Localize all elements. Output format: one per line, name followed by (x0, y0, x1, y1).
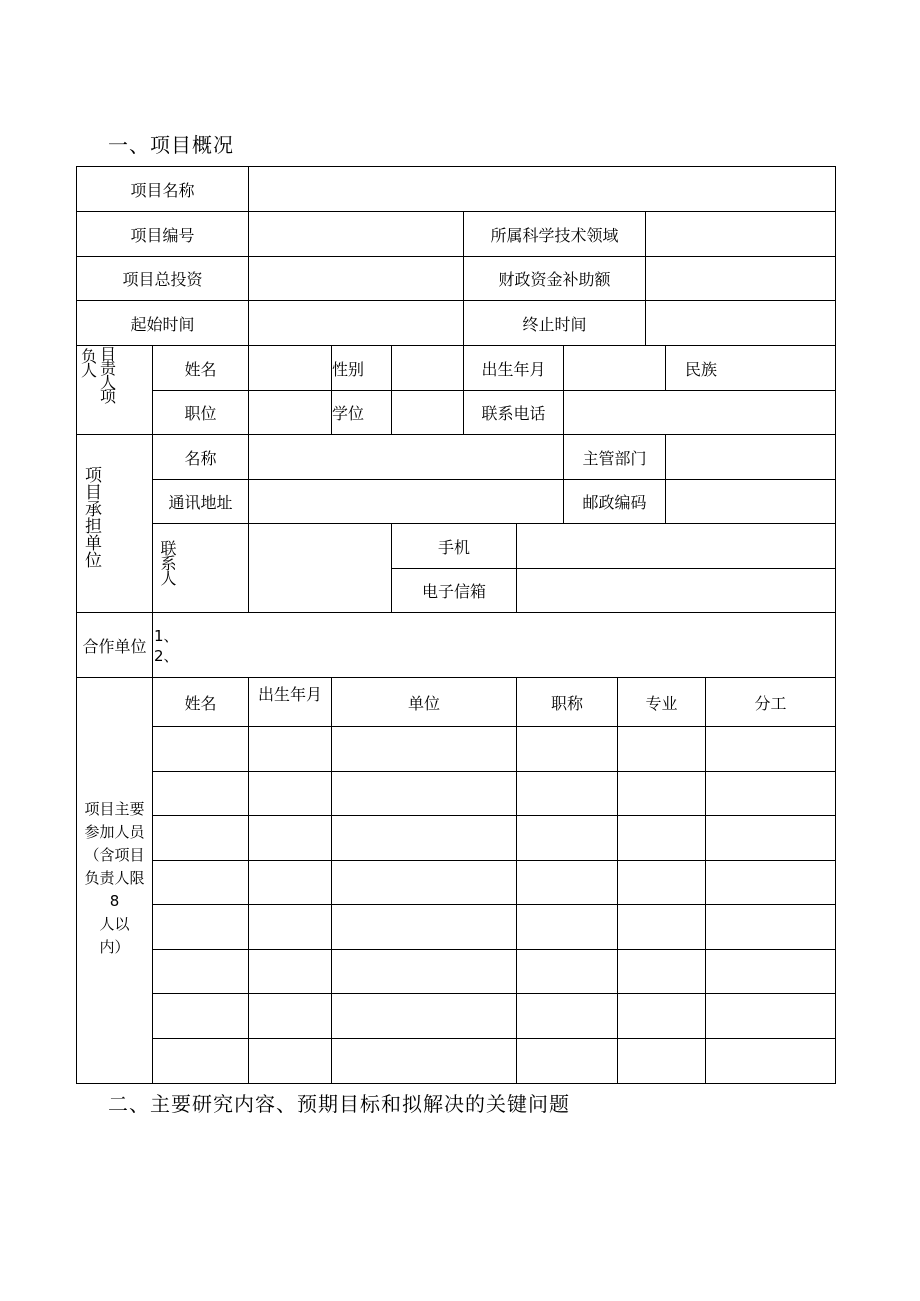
science-field-input[interactable] (646, 212, 835, 256)
coop-lines[interactable] (154, 626, 179, 666)
members-header-birth: 出生年月 (257, 684, 322, 704)
total-investment-label: 项目总投资 (122, 270, 203, 289)
fiscal-subsidy-input[interactable] (646, 257, 835, 300)
member-row[interactable] (153, 950, 835, 993)
leader-name-label: 姓名 (184, 359, 217, 379)
leader-ethnicity-input[interactable] (736, 346, 835, 390)
unit-dept-input[interactable] (666, 435, 835, 479)
member-row[interactable] (153, 1039, 835, 1083)
leader-degree-input[interactable] (392, 391, 463, 434)
member-row[interactable] (153, 727, 835, 771)
leader-phone-input[interactable] (564, 391, 835, 434)
members-group-label (77, 798, 152, 959)
project-number-label: 项目编号 (130, 225, 195, 245)
project-name-input[interactable] (249, 167, 835, 211)
members-label-line-3: （含项目 (84, 846, 145, 864)
leader-position-label: 职位 (184, 404, 217, 423)
leader-gender-label: 性别 (332, 359, 365, 379)
leader-birth-input[interactable] (564, 346, 665, 390)
member-row[interactable] (153, 772, 835, 815)
fiscal-subsidy-label: 财政资金补助额 (498, 270, 611, 289)
unit-postcode-input[interactable] (666, 480, 835, 523)
leader-gender-input[interactable] (392, 346, 463, 390)
unit-name-label: 名称 (184, 448, 217, 468)
unit-email-input[interactable] (517, 569, 835, 612)
unit-mobile-input[interactable] (517, 524, 835, 568)
science-field-label: 所属科学技术领域 (490, 225, 619, 245)
unit-name-input[interactable] (249, 435, 563, 479)
leader-name-input[interactable] (249, 346, 331, 390)
unit-group-text: 项目承担单位 (81, 466, 101, 568)
members-label-line-4: 负责人限 (84, 869, 145, 887)
project-number-input[interactable] (249, 212, 463, 256)
unit-email-label: 电子信箱 (421, 582, 486, 601)
unit-group-label (79, 466, 99, 572)
unit-mobile-label: 手机 (437, 537, 470, 557)
members-label-line-1: 项目主要 (84, 800, 145, 818)
leader-ethnicity-label: 民族 (684, 359, 717, 379)
leader-phone-label: 联系电话 (481, 404, 546, 423)
member-row[interactable] (153, 994, 835, 1038)
coop-line-1: 1、 (154, 627, 179, 645)
start-time-input[interactable] (249, 301, 463, 345)
start-time-label: 起始时间 (130, 314, 195, 334)
unit-address-input[interactable] (249, 480, 563, 523)
leader-birth-label: 出生年月 (481, 359, 546, 379)
coop-label: 合作单位 (82, 636, 147, 656)
members-header-major: 专业 (645, 693, 678, 713)
leader-col2-text: 目责人项 (97, 346, 117, 402)
members-header-role: 分工 (754, 693, 787, 713)
section2-title: 二、主要研究内容、预期目标和拟解决的关键问题 (108, 1092, 570, 1116)
end-time-input[interactable] (646, 301, 835, 345)
member-row[interactable] (153, 816, 835, 860)
members-header-name: 姓名 (184, 693, 217, 713)
unit-postcode-label: 邮政编码 (582, 493, 647, 512)
leader-position-input[interactable] (249, 391, 331, 434)
coop-line-2: 2、 (154, 647, 179, 665)
unit-contact-input[interactable] (249, 524, 391, 612)
section1-title: 一、项目概况 (108, 133, 234, 157)
members-label-line-5: 8 (109, 892, 120, 910)
members-label-line-7: 内） (99, 938, 130, 956)
members-label-line-2: 参加人员 (84, 823, 145, 841)
leader-group-label-col1 (79, 348, 97, 376)
unit-contact-label (156, 540, 176, 589)
unit-address-label: 通讯地址 (168, 493, 233, 512)
members-label-line-6: 人以 (99, 915, 130, 933)
leader-col1-text: 负人 (78, 348, 98, 376)
member-row[interactable] (153, 905, 835, 949)
project-name-label: 项目名称 (130, 180, 195, 200)
total-investment-input[interactable] (249, 257, 463, 300)
members-header-unit: 单位 (407, 693, 440, 713)
members-header-title: 职称 (550, 693, 583, 713)
leader-degree-label: 学位 (332, 404, 365, 423)
leader-group-label-col2 (98, 346, 116, 402)
end-time-label: 终止时间 (522, 314, 587, 334)
member-row[interactable] (153, 861, 835, 904)
unit-contact-text: 联系人 (158, 540, 177, 585)
unit-dept-label: 主管部门 (582, 448, 647, 468)
